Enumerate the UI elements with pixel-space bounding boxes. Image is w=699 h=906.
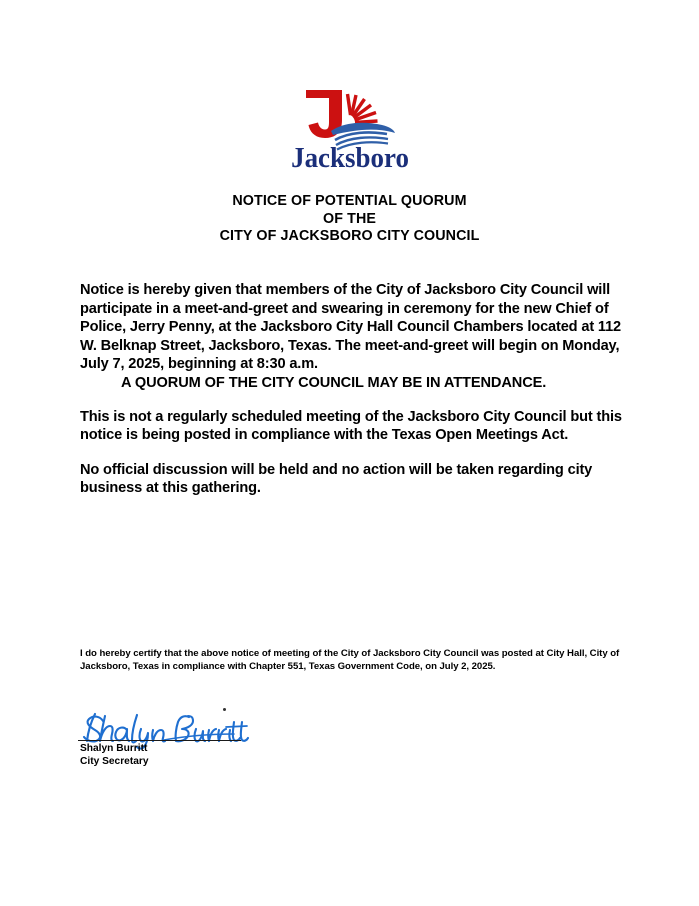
body-paragraph-2: This is not a regularly scheduled meeting of the Jacksboro City Council but this notice is being posted in compliance with the Texas Open Meetings Act.: [80, 408, 622, 444]
document-body: [80, 281, 633, 498]
logo-wordmark-text: Jacksboro: [290, 142, 409, 170]
body-paragraph-1: Notice is hereby given that members of the City of Jacksboro City Council will participate in a meet-and-greet and swearing in ceremony for the new Chief of Police, Jerry Penny, at the Jacksboro City Hall Council Chambers located at 112 W. Belknap Street, Jacksboro, Texas. The meet-and-greet will begin on Monday, July 7, 2025, beginning at 8:30 a.m.: [80, 282, 622, 373]
document-heading: [0, 193, 699, 246]
heading-line-1: NOTICE OF POTENTIAL QUORUM: [232, 193, 467, 209]
heading-line-3: CITY OF JACKSBORO CITY COUNCIL: [219, 228, 480, 245]
signatory-name: Shalyn Burritt: [80, 743, 148, 754]
body-paragraph-3: No official discussion will be held and no action will be taken regarding city business at this gathering.: [80, 461, 593, 497]
jacksboro-city-logo-icon: [289, 82, 411, 170]
signatory-title: City Secretary: [80, 756, 149, 767]
certification-statement: I do hereby certify that the above notice of meeting of the City of Jacksboro City Council was posted at City Hall, City of Jacksboro, Texas in compliance with Chapter 551, Texas Government Code, on July 2, 2025.: [80, 648, 620, 672]
signature-line: [78, 740, 241, 741]
sunburst-rays-icon: [347, 94, 377, 123]
logo-block: [0, 82, 699, 175]
heading-line-2: OF THE: [322, 210, 377, 227]
quorum-attendance-notice: A QUORUM OF THE CITY COUNCIL MAY BE IN ATTENDANCE.: [121, 374, 547, 391]
